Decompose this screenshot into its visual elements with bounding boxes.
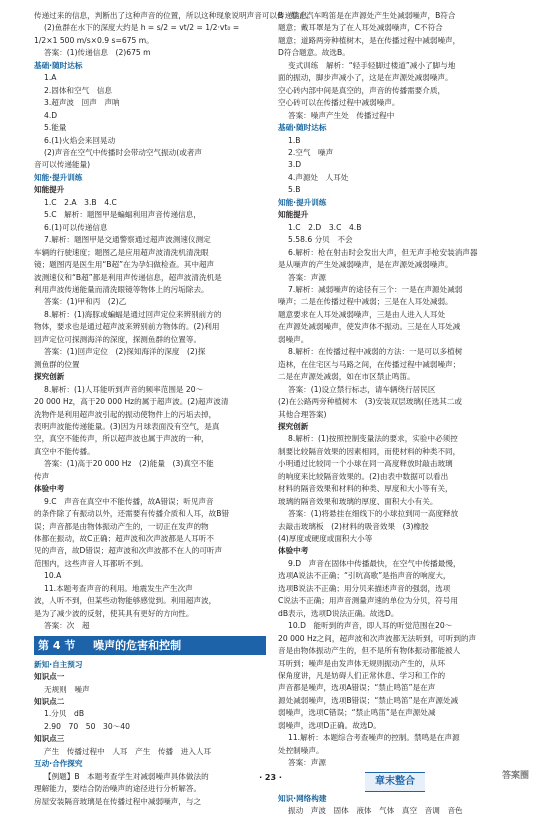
chapter-title: 噪声的危害和控制 [93,638,182,652]
text-line: 弱噪声，选项D正确。故选D。 [278,720,381,730]
text-line: 1.B [288,135,301,145]
text-line: 造林，在住宅区与马路之间，在传播过程中减弱噪声； [278,359,461,369]
text-line: (2)鱼群在水下的深度大约是 h = s/2 = vt/2 = 1/2·vt₀ = [44,23,240,33]
text-line: 保角度讲，凡是妨碍人们正常休息、学习和工作的 [278,671,446,681]
left-bottom-block [34,659,266,808]
text-line: 知识点一 [34,672,65,682]
text-line: 音可以传递能量) [34,160,91,170]
text-line: 题意；戴耳罩是为了在人耳处减弱噪声，C不符合 [278,23,443,33]
text-line: 6.(1)火焰会来回晃动 [44,135,116,145]
text-line: 真空中不能传播。 [34,446,95,456]
text-line: 答案：(1)回声定位 (2)探知海洋的深度 (2)探 [44,347,206,357]
text-line: 5.58.6 分贝 不会 [288,235,353,245]
text-line: 范围内，这些声音人耳都听不到。 [34,558,148,568]
text-line: 传声 [34,471,50,481]
text-line: 答案：(1)高于20 000 Hz (2)能量 (3)真空不能 [44,459,214,469]
text-line: 其他合理答案) [278,409,327,419]
text-line: 6.(1)可以传递信息 [44,222,108,232]
text-line: 9.D 声音在固体中传播最快，在空气中传播最慢， [288,558,461,568]
text-line: 1/2×1 500 m/s×0.9 s=675 m。 [34,35,154,45]
text-line: 8.解析：在传播过程中减弱的方法：一是可以多植树 [288,347,463,357]
page-number: · 23 · [259,773,282,782]
text-line: 表明声波能传递能量。(3)因为月球表面没有空气，是真 [34,421,220,431]
text-line: 波，人听不到，但某些动物能够感觉到。利用超声波， [34,596,217,606]
text-line: 洗物件是利用超声波引起的振动使物件上的污垢去掉， [34,409,217,419]
text-line: 利用声波传递能量而清洗眼镜等物体上的污垢除去。 [34,284,209,294]
section-bar-title: 章末整合 [365,772,425,792]
text-line: 弱噪声。 [278,334,309,344]
watermark-logo: 答案圈 [501,771,529,781]
text-line: 8.解析：(1)海豚或蝙蝠是通过回声定位来辨别前方的 [44,309,222,319]
text-line: 答案：次 超 [44,621,90,631]
text-line: 是从噪声的产生处减弱噪声，是在声源处减弱噪声。 [278,260,453,270]
text-line: 基础·随时达标 [278,123,327,133]
text-line: 4.D [44,110,58,120]
text-line: 空心砖可以在传播过程中减弱噪声。 [278,98,400,108]
text-line: 答案：声源 [288,272,326,282]
text-line: 在声源处减弱噪声，使发声体不振动。三是在人耳处减 [278,322,461,332]
text-line: dB表示，选项D说法正确。故选D。 [278,608,399,618]
text-line: 答案：(1)传递信息 (2)675 m [44,48,151,58]
text-line: 1.分贝 dB [44,709,85,719]
text-line: 5.B [288,185,301,195]
text-line: 体都在振动，故C正确；超声波和次声波都是人耳听不 [34,534,214,544]
text-line: 选项A说法不正确；“引吭高歌”是指声音的响度大， [278,571,451,581]
text-line: 答案：噪声产生处 传播过程中 [288,110,395,120]
text-line: 11.解析：本题综合考查噪声的控制。禁鸣是在声源 [288,733,460,743]
text-line: 误；声音都是由物体振动产生的，一切正在发声的物 [34,521,209,531]
text-line: 答案：(1)设立禁行标志，请车辆绕行居民区 [288,384,436,394]
text-line: 弱噪声，选项C错误；“禁止鸣笛”是在声源处减 [278,708,436,718]
text-line: 声音都是噪声，选项A错误；“禁止鸣笛”是在声 [278,683,436,693]
text-line: 镜；题图丙是医生用“B超”在为孕妇做检查。其中超声 [34,260,215,270]
right-bottom-block [278,793,512,818]
text-line: 回声定位可探测海洋的深度，探测鱼群的位置等。 [34,334,202,344]
text-line: 20 000 Hz，高于20 000 Hz的属于超声波。(2)超声波清 [34,397,229,407]
text-line: B 禁止汽车鸣笛是在声源处产生处减弱噪声，B符合 [278,11,456,20]
text-line: 20 000 Hz之间，超声波和次声波都无法听到，可听到的声 [278,633,477,643]
text-line: 小明通过比较同一个小球在同一高度释放时敲击玻璃 [278,459,453,469]
text-line: 探究创新 [278,421,309,431]
text-line: 波测速仪和“B超”都是利用声传递信息，超声波清洗机是 [34,272,222,282]
text-line: 选项B说法不正确；用分贝来描述声音的强弱，选项 [278,583,451,593]
text-line: 基础·随时达标 [34,60,83,70]
text-line: 车辆的行驶速度；题图乙是应用超声波清洗机清洗眼 [34,247,209,257]
text-line: 2.空气 噪声 [288,147,334,157]
text-line: 5.能量 [44,123,67,133]
text-line: 3.D [288,160,302,170]
text-line: 知能·提升训练 [278,197,327,207]
text-line: 6.解析：枪在射击时会发出大声，但无声手枪安装消声器 [288,247,478,257]
chapter-number: 第 4 节 [38,638,76,652]
text-line: 探究创新 [34,372,65,382]
text-line: 7.解析：题图甲是交通警察通过超声波测速仪测定 [44,235,211,245]
text-line: 音是由物体振动产生的，但不是所有物体振动都能被人 [278,646,461,656]
text-line: 耳听到；噪声是由发声体无规则振动产生的，从环 [278,658,446,668]
text-line: 处控制噪声。 [278,745,324,755]
text-line: 10.D 能听到的声音，即人耳的听觉范围在20～ [288,621,453,631]
text-line: 2.固体和空气 信息 [44,85,112,95]
text-line: 传递过来的信息，判断出了这种声音的位置，所以这种现象说明声音可以传递信息。 [34,11,315,20]
text-line: 知能提升 [278,210,309,220]
text-line: 知能·提升训练 [34,172,83,182]
text-line: 噪声；二是在传播过程中减弱；三是在人耳处减弱。 [278,297,453,307]
text-line: 1.C 2.A 3.B 4.C [44,197,117,207]
text-line: 题意要求在人耳处减弱噪声，三是由人进入人耳处 [278,309,446,319]
text-line: 10.A [44,571,62,581]
text-line: 产生 传播过程中 人耳 产生 传播 进入人耳 [44,746,212,756]
text-line: 新知·自主预习 [34,659,83,669]
text-line: 7.解析：减弱噪声的途径有三个：一是在声源处减弱 [288,284,463,294]
text-line: 振动 声波 固体 液体 气体 真空 音调 音色 [288,806,463,816]
text-line: 物体，要求也是通过超声波来辨别前方物体的。(2)利用 [34,322,220,332]
text-line: 8.解析：(1)按照控制变量法的要求，实验中必须控 [288,434,458,444]
text-line: 理解能力，要结合防治噪声的途径进行分析解答。 [34,784,202,794]
text-line: 无规则 噪声 [44,684,90,694]
text-line: 8.解析：(1)人耳能听到声音的频率范围是 20～ [44,384,204,394]
text-line: 玻璃的隔音效果和玻璃的厚度、面积大小有关。 [278,496,438,506]
text-line: 空，真空不能传声，所以超声波也属于声波的一种， [34,434,209,444]
text-line: 变式训练 解析：“轻手轻脚过楼道”减小了脚与地 [288,60,456,70]
text-line: 二是在声源处减弱，如在市区禁止鸣笛。 [278,372,415,382]
text-line: 答案：声源 [288,758,326,768]
text-line: (2)在公路两旁种植树木 (3)安装双层玻璃(任选其二或 [278,397,462,407]
text-line: 制要比较隔音效果的因素相同，而使材料的种类不同， [278,446,461,456]
text-line: 见的声音，故D错误；超声波和次声波都不在人的可听声 [34,546,223,556]
text-line: 答案：(1)甲和丙 (2)乙 [44,297,127,307]
text-line: 面的振动，脚步声减小了，这是在声源处减弱噪声。 [278,73,453,83]
right-column [278,10,512,818]
text-line: 知识点二 [34,697,65,707]
text-line: 题意；道路两旁种植树木，是在传播过程中减弱噪声， [278,35,461,45]
text-line: 1.A [44,73,57,83]
text-line: (2)声音在空气中传播时会带动空气振动(或者声 [44,147,202,157]
text-line: 知识·网络构建 [278,793,327,803]
text-line: 3.超声波 回声 声呐 [44,98,120,108]
text-line: 答案：(1)将悬挂在细线下的小球拉到同一高度释放 [288,509,459,519]
text-line: 房屋安装隔音玻璃是在传播过程中减弱噪声，与之 [34,796,202,806]
text-line: (4)厚度或硬度或面积大小等 [278,534,373,544]
text-line: 去敲击玻璃板 (2)材料的吸音效果 (3)橡胶 [278,521,429,531]
text-line: 是为了减少波的反射，使其具有更好的方向性。 [34,608,194,618]
text-line: 的条件除了有振动以外，还需要有传播介质和人耳，故B错 [34,509,230,519]
text-line: 知识点三 [34,734,65,744]
text-line: 9.C 声音在真空中不能传播，故A错误；听见声音 [44,496,214,506]
text-line: 1.C 2.D 3.C 4.B [288,222,362,232]
text-line: 源处减弱噪声，选项B错误；“禁止鸣笛”是在声源处减 [278,695,459,705]
text-line: 的响度来比较隔音效果的。(2)由表中数据可以看出 [278,471,449,481]
text-line: 测鱼群的位置 [34,359,80,369]
text-line: 材料的隔音效果和材料的种类、厚度和大小等有关， [278,484,453,494]
text-line: 11.本题考查声音的利用。地震发生产生次声 [44,583,193,593]
text-line: 4.声源处 人耳处 [288,172,349,182]
text-line: 体验中考 [278,546,309,556]
text-line: 空心砖内部中间是真空的，声音的传播需要介质， [278,85,446,95]
text-line: 【例题】B 本题考查学生对减弱噪声具体做法的 [44,771,209,781]
text-line: C说法不正确；用声音测量声速的单位为分贝，符号用 [278,596,458,606]
text-line: 2.90 70 50 30～40 [44,721,130,731]
text-line: 知能提升 [34,185,65,195]
text-line: 体验中考 [34,484,65,494]
chapter-heading [34,636,266,655]
right-text-block [278,10,512,770]
text-line: D符合题意。故选B。 [278,48,350,58]
text-line: 互动·合作探究 [34,759,83,769]
text-line: 5.C 解析：题图甲是蝙蝠利用声音传递信息， [44,210,201,220]
